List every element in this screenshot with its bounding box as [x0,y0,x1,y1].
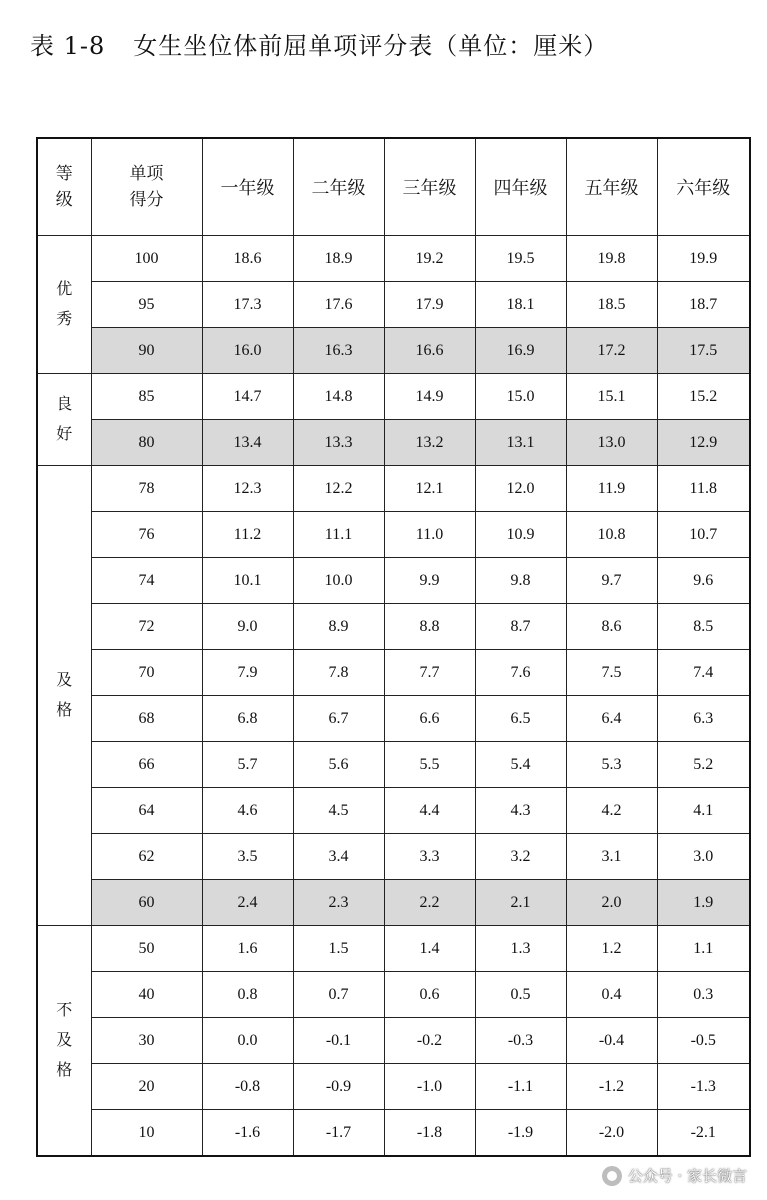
score-cell: 76 [91,512,202,558]
score-cell: 66 [91,742,202,788]
value-cell: 10.1 [202,558,293,604]
header-grade-3: 三年级 [384,138,475,236]
value-cell: 1.1 [657,926,750,972]
score-cell: 80 [91,420,202,466]
value-cell: 2.0 [566,880,657,926]
value-cell: -1.8 [384,1110,475,1157]
value-cell: 13.3 [293,420,384,466]
table-row [37,420,750,466]
table-row [37,880,750,926]
header-grade-4: 四年级 [475,138,566,236]
header-grade-6: 六年级 [657,138,750,236]
header-row [37,138,750,236]
value-cell: 12.0 [475,466,566,512]
value-cell: 6.4 [566,696,657,742]
value-cell: 0.6 [384,972,475,1018]
value-cell: 8.7 [475,604,566,650]
value-cell: 11.8 [657,466,750,512]
table-row [37,282,750,328]
value-cell: -0.1 [293,1018,384,1064]
table-row [37,742,750,788]
value-cell: 8.5 [657,604,750,650]
table-body [37,236,750,1157]
value-cell: 16.3 [293,328,384,374]
value-cell: 5.4 [475,742,566,788]
value-cell: 1.4 [384,926,475,972]
table-number: 表 1-8 [30,32,106,60]
table-row [37,1018,750,1064]
score-cell: 100 [91,236,202,282]
value-cell: 9.9 [384,558,475,604]
value-cell: 4.6 [202,788,293,834]
score-cell: 60 [91,880,202,926]
value-cell: 4.4 [384,788,475,834]
table-row [37,1110,750,1157]
value-cell: 0.3 [657,972,750,1018]
value-cell: 12.2 [293,466,384,512]
value-cell: 7.7 [384,650,475,696]
value-cell: 14.7 [202,374,293,420]
value-cell: 18.5 [566,282,657,328]
value-cell: 6.5 [475,696,566,742]
value-cell: 6.8 [202,696,293,742]
value-cell: -0.8 [202,1064,293,1110]
score-cell: 78 [91,466,202,512]
score-cell: 68 [91,696,202,742]
table-title [30,26,608,61]
grade-cell: 及 格 [37,466,91,926]
header-grade-5: 五年级 [566,138,657,236]
value-cell: 17.9 [384,282,475,328]
grade-cell: 良 好 [37,374,91,466]
value-cell: 5.7 [202,742,293,788]
value-cell: 19.9 [657,236,750,282]
value-cell: 2.1 [475,880,566,926]
value-cell: 14.8 [293,374,384,420]
grade-cell: 不 及 格 [37,926,91,1157]
value-cell: 9.7 [566,558,657,604]
value-cell: 5.5 [384,742,475,788]
table-row [37,236,750,282]
value-cell: 4.1 [657,788,750,834]
value-cell: -0.2 [384,1018,475,1064]
score-cell: 90 [91,328,202,374]
value-cell: 13.0 [566,420,657,466]
value-cell: 3.0 [657,834,750,880]
value-cell: 2.4 [202,880,293,926]
value-cell: 7.8 [293,650,384,696]
value-cell: -0.9 [293,1064,384,1110]
value-cell: 2.2 [384,880,475,926]
value-cell: 17.3 [202,282,293,328]
value-cell: 16.6 [384,328,475,374]
value-cell: 6.3 [657,696,750,742]
value-cell: -2.0 [566,1110,657,1157]
score-cell: 72 [91,604,202,650]
value-cell: 6.7 [293,696,384,742]
table-row [37,558,750,604]
value-cell: 19.8 [566,236,657,282]
value-cell: -1.7 [293,1110,384,1157]
score-cell: 30 [91,1018,202,1064]
value-cell: 15.2 [657,374,750,420]
value-cell: 18.1 [475,282,566,328]
value-cell: 1.2 [566,926,657,972]
table-row [37,604,750,650]
table-row [37,926,750,972]
value-cell: 0.0 [202,1018,293,1064]
value-cell: 3.5 [202,834,293,880]
scoring-table [36,137,751,1157]
value-cell: 0.5 [475,972,566,1018]
value-cell: 17.6 [293,282,384,328]
value-cell: 13.2 [384,420,475,466]
table-row [37,466,750,512]
value-cell: 18.7 [657,282,750,328]
value-cell: -0.3 [475,1018,566,1064]
value-cell: 13.1 [475,420,566,466]
value-cell: 15.0 [475,374,566,420]
score-cell: 40 [91,972,202,1018]
value-cell: 8.9 [293,604,384,650]
score-cell: 20 [91,1064,202,1110]
value-cell: 12.1 [384,466,475,512]
value-cell: 0.7 [293,972,384,1018]
table-row [37,972,750,1018]
value-cell: 10.0 [293,558,384,604]
value-cell: 16.0 [202,328,293,374]
value-cell: -1.6 [202,1110,293,1157]
value-cell: -2.1 [657,1110,750,1157]
value-cell: 16.9 [475,328,566,374]
wechat-logo-icon [602,1166,622,1186]
value-cell: 17.2 [566,328,657,374]
value-cell: 11.9 [566,466,657,512]
value-cell: -0.5 [657,1018,750,1064]
value-cell: 3.3 [384,834,475,880]
value-cell: -1.0 [384,1064,475,1110]
value-cell: 4.3 [475,788,566,834]
score-cell: 95 [91,282,202,328]
value-cell: 1.9 [657,880,750,926]
value-cell: 4.2 [566,788,657,834]
value-cell: 7.6 [475,650,566,696]
watermark-text: 公众号 · 家长微言 [627,1167,747,1185]
header-grade: 等 级 [37,138,91,236]
table-row [37,1064,750,1110]
value-cell: 5.6 [293,742,384,788]
value-cell: 4.5 [293,788,384,834]
value-cell: 7.4 [657,650,750,696]
value-cell: 1.3 [475,926,566,972]
value-cell: 10.7 [657,512,750,558]
value-cell: 8.8 [384,604,475,650]
score-cell: 74 [91,558,202,604]
value-cell: 0.8 [202,972,293,1018]
score-cell: 62 [91,834,202,880]
table-row [37,374,750,420]
value-cell: 2.3 [293,880,384,926]
value-cell: 19.5 [475,236,566,282]
value-cell: 13.4 [202,420,293,466]
value-cell: 8.6 [566,604,657,650]
value-cell: 9.0 [202,604,293,650]
value-cell: 7.5 [566,650,657,696]
value-cell: 5.2 [657,742,750,788]
value-cell: 6.6 [384,696,475,742]
value-cell: 17.5 [657,328,750,374]
value-cell: 14.9 [384,374,475,420]
value-cell: 12.3 [202,466,293,512]
score-cell: 50 [91,926,202,972]
header-score: 单项 得分 [91,138,202,236]
score-cell: 70 [91,650,202,696]
value-cell: 11.1 [293,512,384,558]
table-caption: 女生坐位体前屈单项评分表（单位：厘米） [133,32,609,60]
value-cell: 3.4 [293,834,384,880]
value-cell: 19.2 [384,236,475,282]
watermark [602,1165,747,1186]
table-row [37,512,750,558]
table-row [37,328,750,374]
value-cell: -1.9 [475,1110,566,1157]
value-cell: 5.3 [566,742,657,788]
value-cell: 1.5 [293,926,384,972]
value-cell: 11.2 [202,512,293,558]
value-cell: 18.9 [293,236,384,282]
grade-cell: 优 秀 [37,236,91,374]
value-cell: 12.9 [657,420,750,466]
score-cell: 64 [91,788,202,834]
value-cell: -1.1 [475,1064,566,1110]
score-cell: 85 [91,374,202,420]
value-cell: 15.1 [566,374,657,420]
value-cell: 0.4 [566,972,657,1018]
table-row [37,834,750,880]
table-row [37,650,750,696]
value-cell: 3.2 [475,834,566,880]
value-cell: 10.8 [566,512,657,558]
value-cell: 11.0 [384,512,475,558]
value-cell: -0.4 [566,1018,657,1064]
value-cell: 7.9 [202,650,293,696]
header-grade-1: 一年级 [202,138,293,236]
value-cell: 18.6 [202,236,293,282]
table-row [37,696,750,742]
header-grade-2: 二年级 [293,138,384,236]
score-cell: 10 [91,1110,202,1157]
value-cell: 9.6 [657,558,750,604]
value-cell: -1.2 [566,1064,657,1110]
value-cell: 9.8 [475,558,566,604]
value-cell: 1.6 [202,926,293,972]
value-cell: -1.3 [657,1064,750,1110]
table-row [37,788,750,834]
value-cell: 3.1 [566,834,657,880]
value-cell: 10.9 [475,512,566,558]
